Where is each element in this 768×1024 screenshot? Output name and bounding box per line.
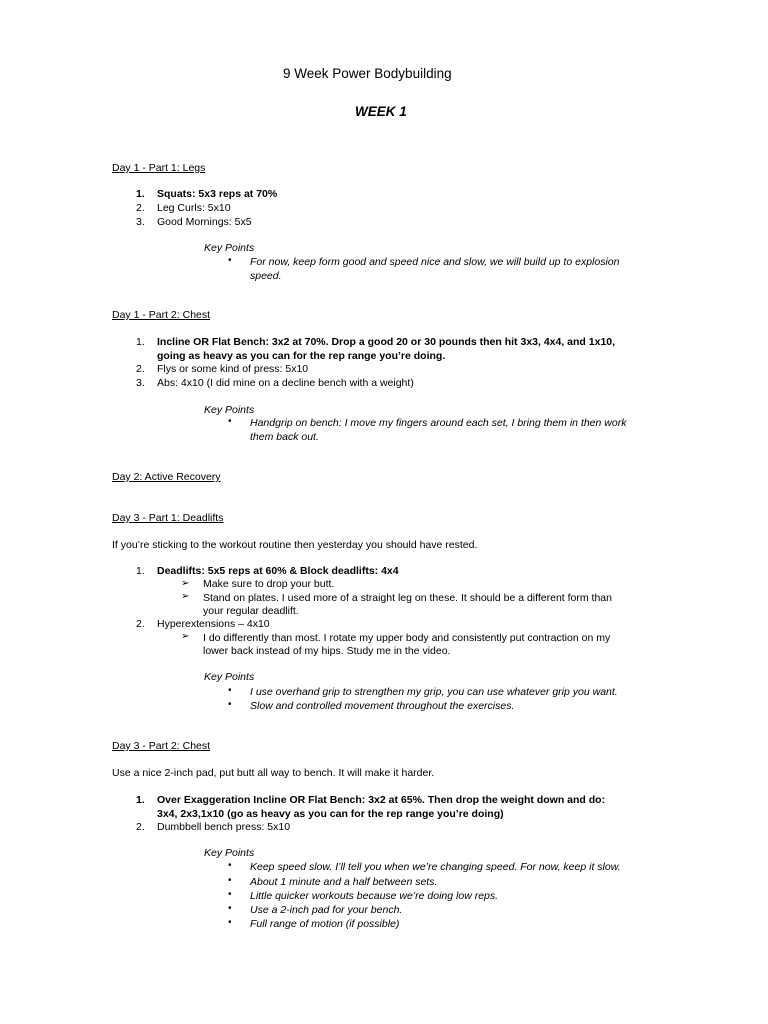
section-heading-day1-part1: Day 1 - Part 1: Legs [112, 162, 206, 174]
key-point-text: Little quicker workouts because we’re doing low reps. [250, 890, 499, 902]
key-point-text: About 1 minute and a half between sets. [250, 876, 438, 888]
list-item-abs: Abs: 4x10 (I did mine on a decline bench with a weight) [157, 377, 414, 389]
sub-item-text: Stand on plates. I used more of a straight leg on these. It should be a different form than [203, 592, 612, 604]
list-number: 2. [136, 821, 145, 833]
bullet-icon: • [228, 860, 232, 871]
key-points-label: Key Points [204, 671, 255, 683]
list-number: 2. [136, 618, 145, 630]
list-number: 2. [136, 202, 145, 214]
key-point-text: I use overhand grip to strengthen my grip, you can use whatever grip you want. [250, 686, 618, 698]
list-item-leg-curls: Leg Curls: 5x10 [157, 202, 231, 214]
key-point-text: Keep speed slow. I’ll tell you when we’re changing speed. For now, keep it slow. [250, 861, 621, 873]
key-points-label: Key Points [204, 404, 255, 416]
bullet-icon: • [228, 875, 232, 886]
list-item-over-exaggeration-bench: Over Exaggeration Incline OR Flat Bench: 3x2 at 65%. Then drop the weight down and do: [157, 794, 606, 806]
sub-item-text-cont: your regular deadlift. [203, 605, 299, 617]
section-intro: Use a nice 2-inch pad, put butt all way to bench. It will make it harder. [112, 767, 435, 779]
section-heading-day3-part2: Day 3 - Part 2: Chest [112, 740, 211, 752]
list-item-deadlifts: Deadlifts: 5x5 reps at 60% & Block deadlifts: 4x4 [157, 565, 399, 577]
key-point-text: For now, keep form good and speed nice and slow, we will build up to explosion [250, 256, 620, 268]
list-item-hyperextensions: Hyperextensions – 4x10 [157, 618, 270, 630]
bullet-icon: • [228, 903, 232, 914]
section-heading-day1-part2: Day 1 - Part 2: Chest [112, 309, 211, 321]
bullet-icon: • [228, 685, 232, 696]
key-point-text: Handgrip on bench: I move my fingers around each set, I bring them in then work [250, 417, 627, 429]
list-number: 2. [136, 363, 145, 375]
list-item-incline-bench: Incline OR Flat Bench: 3x2 at 70%. Drop a good 20 or 30 pounds then hit 3x3, 4x4, and 1x10, [157, 336, 616, 348]
list-item-flys: Flys or some kind of press: 5x10 [157, 363, 309, 375]
arrow-bullet-icon: ➢ [181, 631, 190, 642]
list-item-incline-bench-cont: going as heavy as you can for the rep range you’re doing. [157, 350, 446, 362]
section-heading-day3-part1: Day 3 - Part 1: Deadlifts [112, 512, 224, 524]
list-number: 1. [136, 794, 145, 806]
sub-item-text-cont: lower back instead of my hips. Study me in the video. [203, 645, 451, 657]
list-number: 3. [136, 216, 145, 228]
list-number: 1. [136, 565, 145, 577]
sub-item-text: Make sure to drop your butt. [203, 578, 335, 590]
list-number: 1. [136, 188, 145, 200]
list-item-dumbbell-bench: Dumbbell bench press: 5x10 [157, 821, 291, 833]
list-item-over-exaggeration-bench-cont: 3x4, 2x3,1x10 (go as heavy as you can for the rep range you’re doing) [157, 808, 504, 820]
key-point-text-cont: speed. [250, 270, 282, 282]
list-item-good-mornings: Good Mornings: 5x5 [157, 216, 252, 228]
list-item-squats: Squats: 5x3 reps at 70% [157, 188, 278, 200]
week-heading: WEEK 1 [355, 104, 407, 119]
bullet-icon: • [228, 699, 232, 710]
arrow-bullet-icon: ➢ [181, 591, 190, 602]
arrow-bullet-icon: ➢ [181, 578, 190, 589]
key-point-text-cont: them back out. [250, 431, 319, 443]
key-point-text: Full range of motion (if possible) [250, 918, 400, 930]
bullet-icon: • [228, 917, 232, 928]
sub-item-text: I do differently than most. I rotate my upper body and consistently put contraction on my [203, 632, 611, 644]
list-number: 3. [136, 377, 145, 389]
section-heading-day2: Day 2: Active Recovery [112, 471, 221, 483]
section-intro: If you’re sticking to the workout routine then yesterday you should have rested. [112, 539, 478, 551]
key-point-text: Use a 2-inch pad for your bench. [250, 904, 403, 916]
document-title: 9 Week Power Bodybuilding [283, 66, 452, 81]
key-points-label: Key Points [204, 847, 255, 859]
key-point-text: Slow and controlled movement throughout the exercises. [250, 700, 515, 712]
list-number: 1. [136, 336, 145, 348]
bullet-icon: • [228, 255, 232, 266]
bullet-icon: • [228, 416, 232, 427]
bullet-icon: • [228, 889, 232, 900]
key-points-label: Key Points [204, 242, 255, 254]
